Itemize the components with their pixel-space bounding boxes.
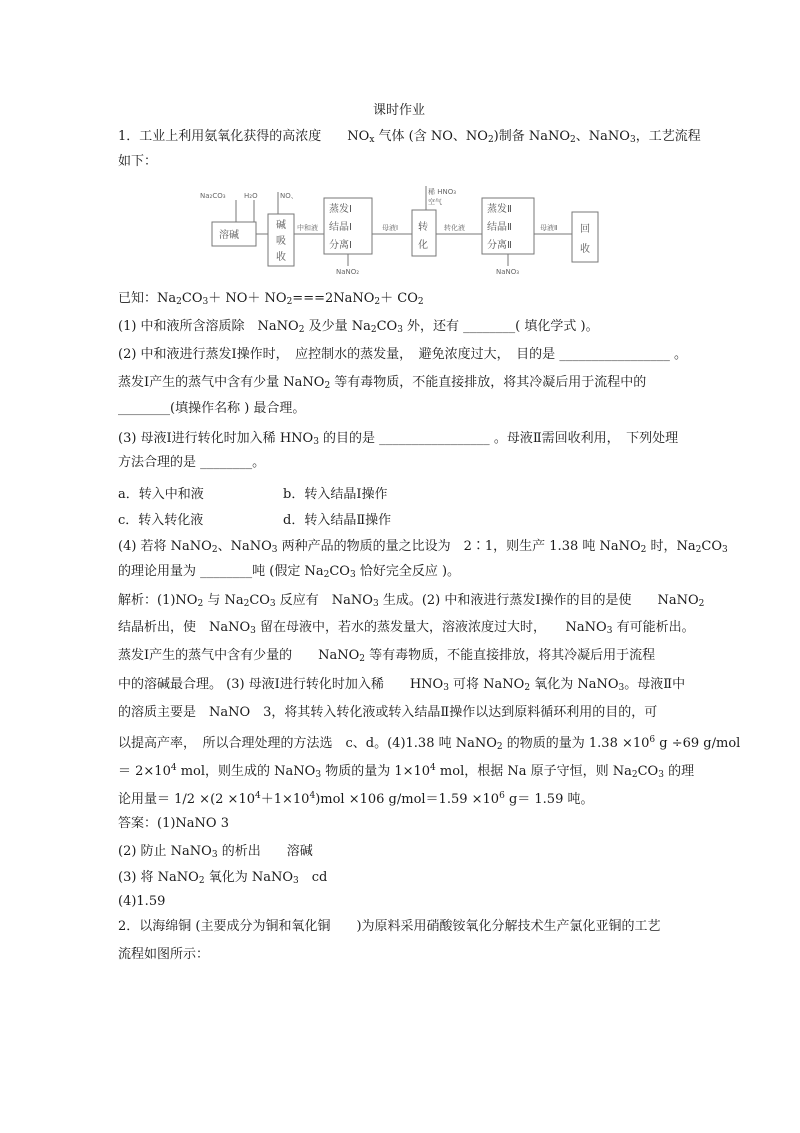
absorb-label-1: 碱: [276, 220, 286, 231]
analysis-line-3: [118, 647, 655, 668]
rongjian-label: 溶碱: [219, 230, 239, 241]
text-segment: CO: [376, 319, 398, 334]
text-segment: 6: [649, 735, 656, 745]
text-segment: 2: [286, 297, 293, 307]
q2-line-1: 2．以海绵铜 (主要成分为铜和氧化铜 )为原料采用硝酸铵氧化分解技术生产氯化亚铜的工艺: [118, 919, 661, 934]
text-segment: 2: [417, 297, 424, 307]
option-a: a．转入中和液: [118, 487, 204, 502]
text-segment: 2: [698, 599, 705, 609]
text-segment: 蒸发Ⅰ产生的蒸气中含有少量 NaNO: [118, 375, 325, 390]
input-no-label: NO、: [280, 192, 298, 200]
text-segment: 反应有 NaNO: [275, 593, 373, 608]
text-segment: 蒸发Ⅰ产生的蒸气中含有少量的 NaNO: [118, 648, 360, 663]
text-segment: 及少量 Na: [304, 319, 371, 334]
text-segment: 2: [370, 325, 377, 335]
option-c: c．转入转化液: [118, 513, 204, 528]
text-segment: ===2NaNO: [292, 291, 375, 306]
text-segment: 2: [496, 742, 503, 752]
text-segment: ＋1×10: [260, 792, 310, 807]
text-segment: mol，则生成的 NaNO: [176, 764, 316, 779]
text-segment: 3: [722, 545, 728, 555]
text-segment: 物质的量为 1×10: [321, 764, 431, 779]
analysis-line-8: [118, 787, 593, 809]
text-segment: ＋ NO＋ NO: [208, 291, 287, 306]
text-segment: 2: [198, 876, 205, 886]
text-segment: 3: [211, 850, 218, 860]
text-segment: 3: [271, 545, 278, 555]
text-segment: 3: [443, 683, 449, 693]
text-segment: 2: [640, 545, 647, 555]
evap2-label-2: 结晶Ⅱ: [487, 222, 512, 233]
text-segment: )mol ×106 g/mol＝1.59 ×10: [315, 792, 500, 807]
text-segment: 有可能析出。: [612, 620, 695, 635]
text-segment: (4) 若将 NaNO: [118, 539, 212, 554]
text-segment: 可将 NaNO: [448, 677, 525, 692]
text-segment: 等有毒物质，不能直接排放，将其冷凝后用于流程中的: [330, 375, 647, 390]
text-segment: (3) 将 NaNO: [118, 870, 199, 885]
evap1-label-1: 蒸发Ⅰ: [329, 204, 352, 215]
analysis-line-2: [118, 619, 695, 640]
text-segment: 2: [631, 770, 638, 780]
question-2-line-1: (2) 中和液进行蒸发Ⅰ操作时， 应控制水的蒸发量， 避免浓度过大， 目的是 _________________ 。: [118, 347, 687, 362]
text-segment: CO: [249, 593, 270, 608]
text-segment: (3) 母液Ⅰ进行转化时加入稀 HNO: [118, 431, 314, 446]
text-segment: 时，Na: [646, 539, 696, 554]
text-segment: 已知：Na: [118, 291, 177, 306]
question-4-line-1: [118, 538, 728, 559]
text-segment: 3: [202, 297, 209, 307]
text-segment: 3: [618, 683, 625, 693]
text-segment: 4: [309, 791, 316, 801]
text-segment: 3: [315, 770, 322, 780]
text-segment: 3: [313, 437, 319, 447]
arrow-mother1-label: 母液Ⅰ: [382, 224, 399, 232]
answer-2: [118, 843, 313, 864]
text-segment: 2: [374, 297, 381, 307]
out-nano2-label: NaNO₂: [336, 268, 360, 276]
text-segment: 气体 (含 NO、NO: [374, 129, 488, 144]
text-segment: 3: [250, 626, 256, 636]
question-3-line-1: [118, 430, 678, 451]
text-segment: 4: [170, 763, 177, 773]
recover-label-2: 收: [580, 244, 590, 255]
text-segment: 、NaNO: [217, 539, 272, 554]
analysis-line-7: [118, 759, 694, 784]
question-4-line-2: [118, 563, 460, 584]
analysis-line-6: [118, 731, 740, 756]
absorb-label-3: 收: [276, 252, 286, 263]
text-segment: 1．工业上利用氨氧化获得的高浓度 NO: [118, 129, 370, 144]
input-na2co3-label: Na₂CO₃: [200, 192, 226, 200]
text-segment: 、NaNO: [575, 129, 630, 144]
text-segment: 论用量＝ 1/2 ×(2 ×10: [118, 792, 255, 807]
text-segment: 2: [323, 570, 330, 580]
arrow-neutral-label: 中和液: [297, 224, 318, 232]
text-segment: CO: [637, 764, 659, 779]
text-segment: 的物质的量为 1.38 ×10: [502, 736, 650, 751]
text-segment: 2: [695, 545, 702, 555]
text-segment: (1) 中和液所含溶质除 NaNO: [118, 319, 299, 334]
text-segment: 2: [197, 599, 204, 609]
convert-label-2: 化: [418, 240, 428, 251]
text-segment: cd: [298, 870, 328, 885]
text-segment: 3: [293, 876, 299, 886]
text-segment: CO: [181, 291, 203, 306]
text-segment: 的析出 溶碱: [217, 844, 313, 859]
evap1-label-3: 分离Ⅰ: [329, 240, 352, 251]
known-equation: [118, 290, 424, 311]
text-segment: 2: [359, 654, 366, 664]
text-segment: 6: [499, 791, 505, 801]
text-segment: 2: [176, 297, 182, 307]
text-segment: ＋ CO: [380, 291, 418, 306]
text-segment: 两种产品的物质的量之比设为 2∶1，则生产 1.38 吨 NaNO: [277, 539, 641, 554]
q2-line-2: 流程如图所示：: [118, 947, 210, 962]
text-segment: g＝ 1.59 吨。: [504, 792, 594, 807]
evap2-label-3: 分离Ⅱ: [487, 240, 512, 251]
out-nano3-label: NaNO₃: [496, 268, 520, 276]
question-2-line-2: [118, 374, 646, 395]
text-segment: g ÷69 g/mol: [655, 736, 741, 751]
text-segment: 等有毒物质，不能直接排放，将其冷凝后用于流程: [365, 648, 656, 663]
answer-title: 答案：(1)NaNO 3: [118, 816, 229, 831]
text-segment: 以提高产率， 所以合理处理的方法选 c、d。(4)1.38 吨 NaNO: [118, 736, 497, 751]
text-segment: 3: [397, 325, 403, 335]
text-segment: 留在母液中，若水的蒸发量大，溶液浓度过大时， NaNO: [255, 620, 607, 635]
text-segment: 的目的是 _________________ 。母液Ⅱ需回收利用， 下列处理: [318, 431, 679, 446]
arrow-convert-label: 转化液: [444, 224, 465, 232]
process-flow-diagram: [196, 186, 616, 276]
text-segment: 恰好完全反应 )。: [355, 564, 461, 579]
text-segment: (2) 防止 NaNO: [118, 844, 212, 859]
input-hno3-label: 稀 HNO₃: [428, 188, 457, 196]
answer-3: [118, 869, 327, 890]
arrow-mother2-label: 母液Ⅱ: [540, 224, 558, 232]
q1-line-2: 如下：: [118, 154, 158, 169]
text-segment: 的理论用量为 ________吨 (假定 Na: [118, 564, 324, 579]
text-segment: 2: [243, 599, 250, 609]
analysis-line-1: [118, 592, 704, 613]
text-segment: 2: [211, 545, 218, 555]
recover-label-1: 回: [580, 224, 590, 235]
text-segment: 氧化为 NaNO: [530, 677, 619, 692]
text-segment: CO: [701, 539, 723, 554]
text-segment: 3: [629, 135, 636, 145]
text-segment: 2: [324, 381, 331, 391]
text-segment: 3: [372, 599, 379, 609]
evap1-label-2: 结晶Ⅰ: [329, 222, 352, 233]
q1-line-1: [118, 128, 701, 149]
text-segment: ，工艺流程: [635, 129, 701, 144]
page-title: 课时作业: [373, 103, 426, 118]
analysis-line-4: [118, 676, 685, 697]
question-2-line-3: ________(填操作名称 ) 最合理。: [118, 401, 306, 416]
text-segment: 外，还有 ________( 填化学式 )。: [402, 319, 599, 334]
text-segment: 的理: [663, 764, 695, 779]
text-segment: 与 Na: [203, 593, 244, 608]
option-d: d．转入结晶Ⅱ操作: [283, 513, 392, 528]
evap2-label-1: 蒸发Ⅱ: [487, 204, 512, 215]
absorb-label-2: 吸: [276, 236, 286, 247]
text-segment: CO: [329, 564, 350, 579]
text-segment: 2: [524, 683, 531, 693]
text-segment: ＝ 2×10: [118, 764, 171, 779]
text-segment: 。母液Ⅱ中: [624, 677, 686, 692]
text-segment: 3: [658, 770, 664, 780]
text-segment: 生成。(2) 中和液进行蒸发Ⅰ操作的目的是使 NaNO: [378, 593, 699, 608]
text-segment: 3: [269, 599, 276, 609]
text-segment: 2: [570, 135, 576, 145]
input-h2o-label: H₂O: [244, 192, 258, 200]
text-segment: mol，根据 Na 原子守恒，则 Na: [435, 764, 632, 779]
question-1: [118, 318, 599, 339]
text-segment: 3: [349, 570, 356, 580]
question-3-line-2: 方法合理的是 ________。: [118, 455, 266, 470]
analysis-line-5: 的溶质主要是 NaNO 3，将其转入转化液或转入结晶Ⅱ操作以达到原料循环利用的目的，可: [118, 705, 658, 720]
answer-4: (4)1.59: [118, 894, 166, 909]
text-segment: 中的溶碱最合理。 (3) 母液Ⅰ进行转化时加入稀 HNO: [118, 677, 444, 692]
text-segment: 2: [298, 325, 305, 335]
option-b: b．转入结晶Ⅰ操作: [283, 487, 388, 502]
text-segment: 4: [430, 763, 436, 773]
text-segment: 结晶析出，使 NaNO: [118, 620, 251, 635]
text-segment: 3: [606, 626, 613, 636]
text-segment: )制备 NaNO: [493, 129, 571, 144]
text-segment: 解析：(1)NO: [118, 593, 198, 608]
text-segment: x: [369, 135, 375, 145]
text-segment: 氧化为 NaNO: [204, 870, 294, 885]
convert-label-1: 转: [418, 222, 428, 233]
text-segment: 4: [255, 791, 261, 801]
input-air-label: 空气: [428, 198, 442, 206]
text-segment: 2: [487, 135, 494, 145]
